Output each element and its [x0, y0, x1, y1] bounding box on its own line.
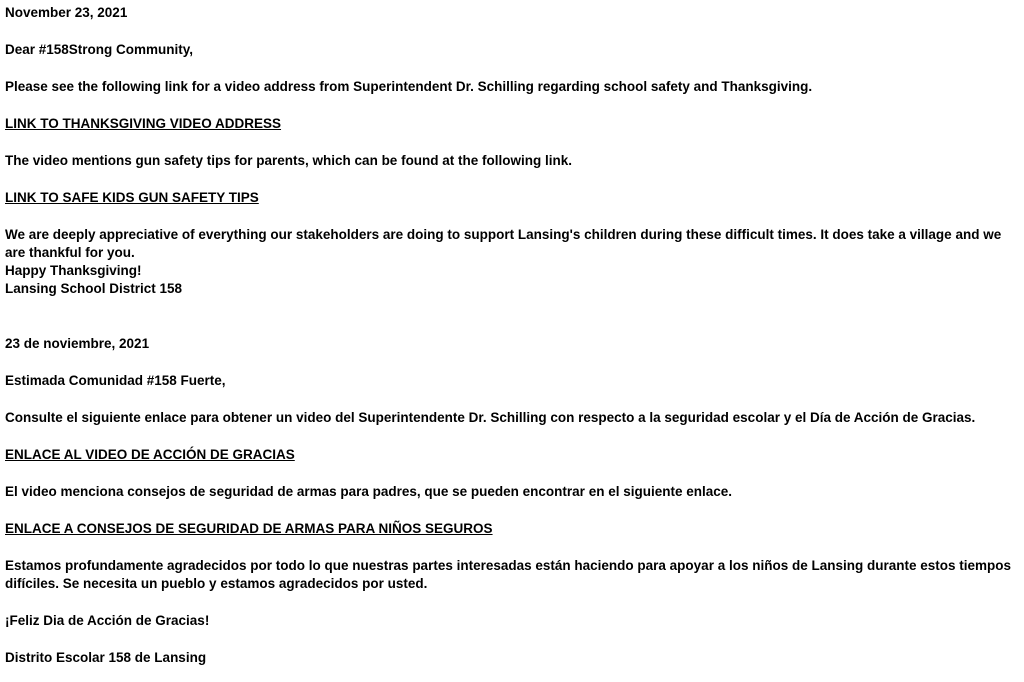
spanish-appreciation: Estamos profundamente agradecidos por todo lo que nuestras partes interesadas están haciendo para apoyar a los niños de Lansing durante estos tiempos difíciles. Se necesita un pueblo y estamos agradecidos por usted.	[5, 558, 1011, 591]
english-appreciation: We are deeply appreciative of everything our stakeholders are doing to support Lansing's children during these difficult times. It does take a village and we are thankful for you.	[5, 227, 1002, 260]
english-closing: Happy Thanksgiving!	[5, 263, 142, 278]
spanish-gun-safety-link-row	[5, 520, 1015, 538]
spanish-greeting: Estimada Comunidad #158 Fuerte,	[5, 373, 226, 388]
gun-safety-tips-link[interactable]: LINK TO SAFE KIDS GUN SAFETY TIPS	[5, 190, 259, 205]
thanksgiving-video-link[interactable]: LINK TO THANKSGIVING VIDEO ADDRESS	[5, 116, 282, 131]
spanish-date: 23 de noviembre, 2021	[5, 336, 150, 351]
letter-document	[5, 4, 1015, 667]
english-intro: Please see the following link for a video address from Superintendent Dr. Schilling regarding school safety and Thanksgiving.	[5, 79, 813, 94]
spanish-closing: ¡Feliz Dia de Acción de Gracias!	[5, 613, 210, 628]
english-video-link-row	[5, 115, 1015, 133]
spanish-gun-safety-text: El video menciona consejos de seguridad de armas para padres, que se pueden encontrar en el siguiente enlace.	[5, 484, 732, 499]
spanish-video-link-row	[5, 446, 1015, 464]
english-signature: Lansing School District 158	[5, 281, 183, 296]
english-greeting: Dear #158Strong Community,	[5, 42, 194, 57]
english-date: November 23, 2021	[5, 5, 128, 20]
video-accion-de-gracias-link[interactable]: ENLACE AL VIDEO DE ACCIÓN DE GRACIAS	[5, 447, 295, 462]
english-gun-safety-link-row	[5, 189, 1015, 207]
english-gun-safety-text: The video mentions gun safety tips for parents, which can be found at the following link.	[5, 153, 573, 168]
spanish-signature: Distrito Escolar 158 de Lansing	[5, 650, 207, 665]
consejos-seguridad-armas-link[interactable]: ENLACE A CONSEJOS DE SEGURIDAD DE ARMAS PARA NIÑOS SEGUROS	[5, 521, 493, 536]
spanish-intro: Consulte el siguiente enlace para obtener un video del Superintendente Dr. Schilling con respecto a la seguridad escolar y el Día de Acción de Gracias.	[5, 410, 976, 425]
